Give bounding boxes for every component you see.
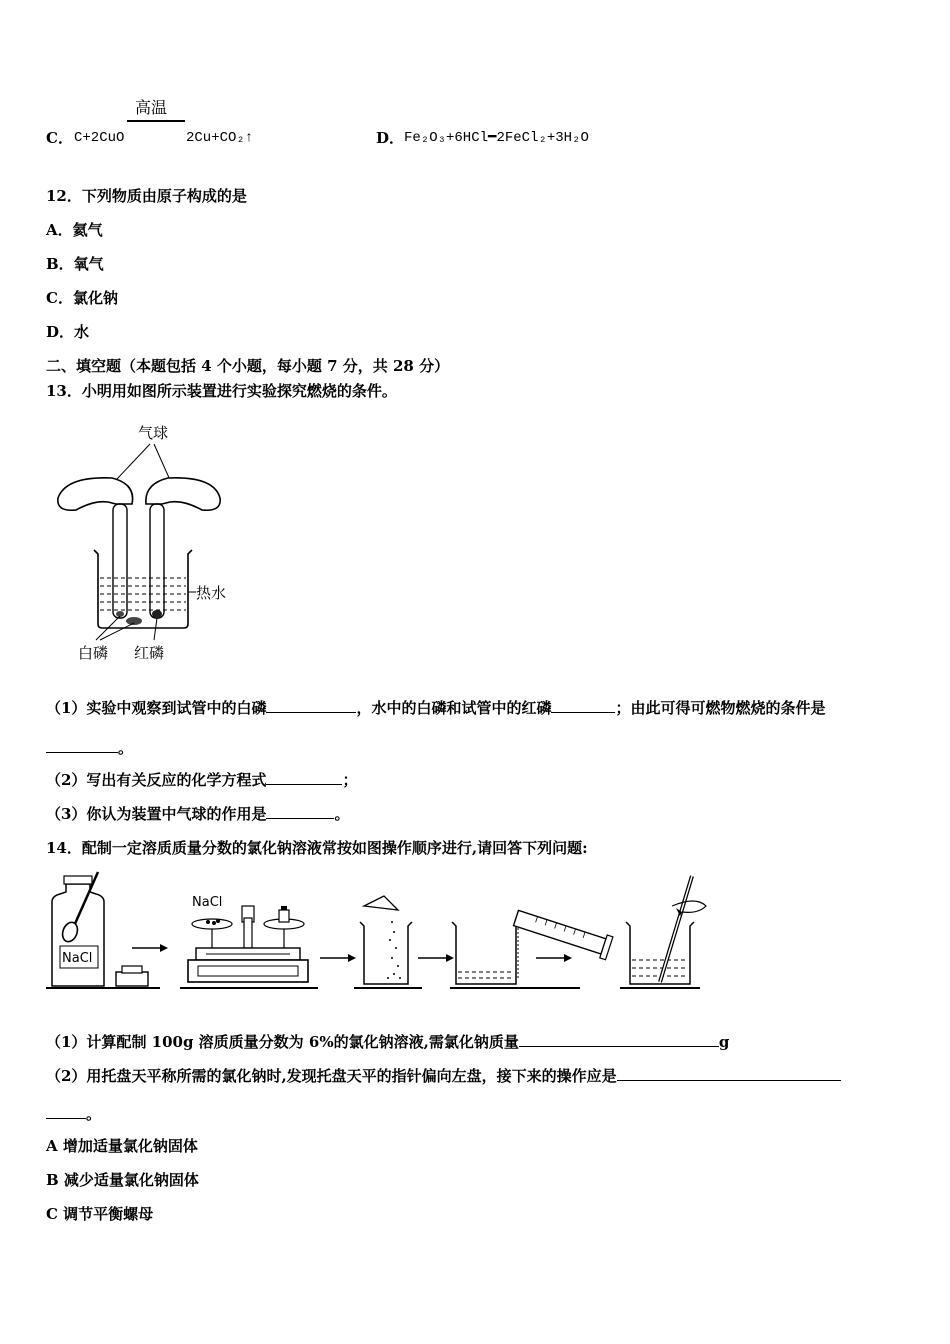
q14-blank-2[interactable] [617, 1065, 841, 1081]
q13-sub1-line2 [46, 737, 133, 758]
q13-blank-3[interactable] [46, 737, 118, 753]
q13-stem: 13．小明用如图所示装置进行实验探究燃烧的条件。 [46, 382, 397, 400]
solution-preparation-figure [46, 866, 716, 996]
red-phosphorus-label: 红磷 [134, 644, 165, 662]
arrow-step-1 [132, 944, 168, 952]
red-phosphorus-in-tube [152, 610, 162, 618]
test-tube-right [150, 504, 164, 618]
q12-option-c: C．氯化钠 [46, 289, 118, 307]
q14-blank-1[interactable] [519, 1031, 719, 1047]
bottle-stopper [116, 966, 148, 986]
beaker-adding-water [452, 907, 613, 984]
q13-sub3-text: （3）你认为装置中气球的作用是 [46, 805, 267, 823]
q13-blank-2[interactable] [551, 697, 615, 713]
option-c-reactants: C+2CuO [74, 130, 125, 146]
option-d-equation: Fe₂O₃+6HCl━2FeCl₂+3H₂O [404, 130, 589, 146]
hot-water-label: 热水 [196, 584, 227, 602]
q14-stem: 14．配制一定溶质质量分数的氯化钠溶液常按如图操作顺序进行,请回答下列问题: [46, 839, 588, 857]
bottle-label: NaCl [62, 951, 93, 966]
q14-sub1-text: （1）计算配制 100g 溶质质量分数为 6%的氯化钠溶液,需氯化钠质量 [46, 1033, 519, 1051]
beaker-pouring-solid [360, 896, 412, 984]
q12-option-a: A．氦气 [46, 221, 103, 239]
balloon-pointer-left [116, 444, 150, 480]
q12-stem: 12．下列物质由原子构成的是 [46, 187, 247, 205]
option-c-label: C． [46, 129, 73, 147]
option-c-products: 2Cu+CO₂↑ [186, 130, 254, 146]
option-d-label: D． [376, 129, 405, 147]
q13-sub1-part-b: ，水中的白磷和试管中的红磷 [356, 699, 552, 717]
balloon-left [58, 478, 133, 510]
red-phosphorus-pointer [154, 618, 157, 640]
white-phosphorus-label: 白磷 [78, 644, 109, 662]
q14-sub1 [46, 1031, 729, 1052]
q13-sub1-end: 。 [118, 739, 134, 757]
q13-sub1-line1 [46, 697, 825, 718]
reaction-condition: 高温 [135, 98, 168, 117]
balloon-pointer-right [154, 444, 170, 480]
q13-blank-5[interactable] [266, 803, 334, 819]
q14-option-c: C 调节平衡螺母 [46, 1205, 154, 1223]
beaker [94, 550, 192, 628]
reagent-bottle [52, 872, 104, 986]
combustion-apparatus-figure [50, 418, 250, 668]
q14-option-b: B 减少适量氯化钠固体 [46, 1171, 199, 1189]
balloon-label: 气球 [138, 424, 169, 442]
q13-sub3-end: 。 [334, 805, 350, 823]
q13-blank-1[interactable] [266, 697, 356, 713]
test-tube-left [113, 504, 127, 618]
arrow-step-3 [418, 954, 454, 962]
q13-sub3 [46, 803, 349, 824]
arrow-step-2 [320, 954, 356, 962]
q13-sub2-text: （2）写出有关反应的化学方程式 [46, 771, 267, 789]
q13-blank-4[interactable] [266, 769, 342, 785]
q14-sub1-unit: g [718, 1033, 730, 1051]
q14-blank-2-cont[interactable] [46, 1103, 86, 1119]
q13-sub1-part-c: ；由此可得可燃物燃烧的条件是 [615, 699, 826, 717]
balance-label: NaCl [192, 895, 223, 910]
beaker-stirring [626, 876, 706, 984]
q13-sub1-part-a: （1）实验中观察到试管中的白磷 [46, 699, 267, 717]
q13-sub2 [46, 769, 357, 790]
q14-sub2 [46, 1065, 841, 1086]
q14-sub2-line2 [46, 1103, 101, 1124]
tray-balance [188, 895, 308, 982]
q12-option-d: D．水 [46, 323, 90, 341]
q14-option-a: A 增加适量氯化钠固体 [46, 1137, 198, 1155]
q13-sub2-end: ； [342, 771, 358, 789]
q12-option-b: B．氧气 [46, 255, 104, 273]
q14-sub2-text: （2）用托盘天平称所需的氯化钠时,发现托盘天平的指针偏向左盘，接下来的操作应是 [46, 1067, 617, 1085]
white-phosphorus-in-water [126, 617, 142, 625]
arrow-step-4 [536, 954, 572, 962]
q14-sub2-end: 。 [86, 1105, 102, 1123]
section-2-heading: 二、填空题（本题包括 4 个小题，每小题 7 分，共 28 分） [46, 357, 450, 375]
balloon-right [146, 478, 220, 510]
condition-line [127, 120, 185, 122]
